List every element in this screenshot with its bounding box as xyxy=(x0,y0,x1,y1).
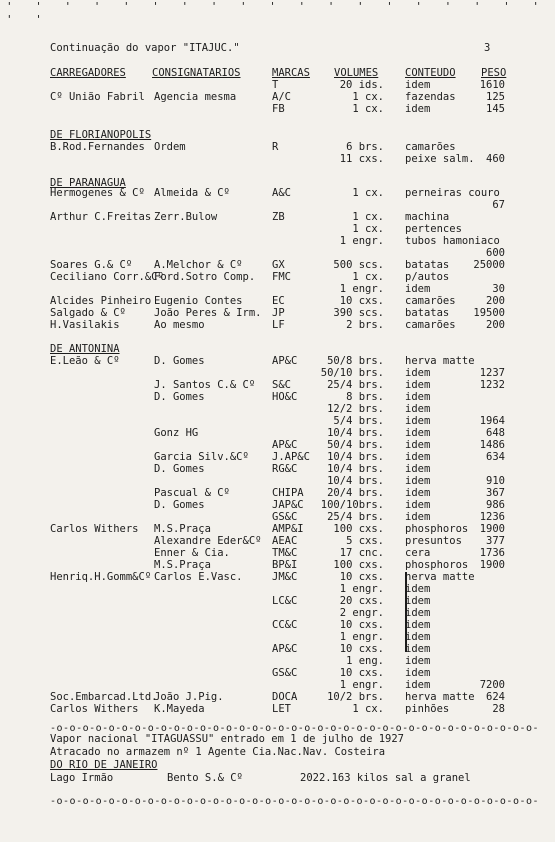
ledger-cell-volumes: 25/4 brs. xyxy=(327,511,384,523)
ledger-cell-peso: 28 xyxy=(492,703,505,715)
ledger-cell-volumes: 10 cxs. xyxy=(339,643,384,655)
ledger-cell-carregador: Cº União Fabril xyxy=(50,91,145,103)
ledger-cell-volumes: 10 cxs. xyxy=(339,295,384,307)
ledger-cell-volumes: 1 cx. xyxy=(352,703,384,715)
ledger-cell-marca: AP&C xyxy=(272,439,298,451)
ledger-cell-carregador: Carlos Withers xyxy=(50,523,139,535)
ledger-cell-conteudo: idem xyxy=(405,499,431,511)
ledger-cell-peso: 125 xyxy=(486,91,505,103)
ledger-cell-marca: LC&C xyxy=(272,595,298,607)
ledger-cell-volumes: 6 brs. xyxy=(346,141,384,153)
ledger-cell-marca: EC xyxy=(272,295,285,307)
ledger-cell-volumes: 10 cxs. xyxy=(339,619,384,631)
ledger-cell-carregador: Alcides Pinheiro xyxy=(50,295,152,307)
ledger-cell-marca: AEAC xyxy=(272,535,298,547)
ledger-cell-conteudo: presuntos xyxy=(405,535,462,547)
ledger-cell-consignatario: D. Gomes xyxy=(154,499,205,511)
ledger-cell-volumes: 1 engr. xyxy=(339,283,384,295)
ledger-cell-marca: GX xyxy=(272,259,285,271)
ledger-cell-volumes: 1 engr. xyxy=(339,583,384,595)
ledger-cell-peso: 200 xyxy=(486,295,505,307)
ledger-cell-volumes: 5/4 brs. xyxy=(333,415,384,427)
ledger-cell-peso: 648 xyxy=(486,427,505,439)
ledger-cell-marca: JP xyxy=(272,307,285,319)
ledger-cell-conteudo: batatas xyxy=(405,307,450,319)
ledger-cell-carregador: Henriq.H.Gomm&Cº xyxy=(50,571,152,583)
ledger-cell-volumes: 100 cxs. xyxy=(333,559,384,571)
ledger-cell-consignatario: D. Gomes xyxy=(154,355,205,367)
ledger-cell-marca: R xyxy=(272,141,279,153)
ledger-cell-marca: RG&C xyxy=(272,463,298,475)
ledger-cell-volumes: 1 cx. xyxy=(352,187,384,199)
ledger-cell-marca: DOCA xyxy=(272,691,298,703)
ledger-cell-peso: 600 xyxy=(486,247,505,259)
ledger-cell-marca: A&C xyxy=(272,187,291,199)
ledger-cell-carregador: Soc.Embarcad.Ltd. xyxy=(50,691,158,703)
ledger-cell-volumes: 8 brs. xyxy=(346,391,384,403)
ledger-cell-marca: CHIPA xyxy=(272,487,304,499)
ledger-cell-volumes: 17 cnc. xyxy=(339,547,384,559)
ledger-cell-marca: BP&I xyxy=(272,559,298,571)
ledger-cell-marca: LET xyxy=(272,703,291,715)
ledger-cell-marca: AMP&I xyxy=(272,523,304,535)
ledger-cell-volumes: 10 cxs. xyxy=(339,667,384,679)
ledger-cell-volumes: 5 cxs. xyxy=(346,535,384,547)
separator-line: -o-o-o-o-o-o-o-o-o-o-o-o-o-o-o-o-o-o-o-o-o-o-o-o-o-o-o-o-o-o-o-o-o-o-o-o-o- xyxy=(50,723,540,734)
ledger-cell-conteudo: idem xyxy=(405,487,431,499)
ledger-cell-marca: J.AP&C xyxy=(272,451,310,463)
ledger-cell-volumes: 1 cx. xyxy=(352,271,384,283)
ledger-cell-peso: 910 xyxy=(486,475,505,487)
ledger-cell-conteudo: phosphoros xyxy=(405,559,469,571)
ledger-cell-consignatario: M.S.Praça xyxy=(154,559,211,571)
ledger-cell-carregador: Carlos Withers xyxy=(50,703,139,715)
ledger-cell-conteudo: idem xyxy=(405,379,431,391)
ledger-cell-conteudo: perneiras couro xyxy=(405,187,500,199)
ledger-cell-consignatario: Alexandre Eder&Cº xyxy=(154,535,262,547)
ledger-cell-peso: 67 xyxy=(492,199,505,211)
ledger-cell-peso: 1736 xyxy=(479,547,505,559)
ledger-cell-conteudo: idem xyxy=(405,667,431,679)
ledger-cell-carregador: B.Rod.Fernandes xyxy=(50,141,145,153)
col-header-peso: PESO xyxy=(481,67,507,79)
ledger-cell-carregador: Soares G.& Cº xyxy=(50,259,133,271)
ledger-cell-consignatario: M.S.Praça xyxy=(154,523,211,535)
document-title: Continuação do vapor "ITAJUC." xyxy=(50,42,240,54)
ledger-cell-conteudo: cera xyxy=(405,547,431,559)
ledger-cell-peso: 200 xyxy=(486,319,505,331)
ledger-cell-volumes: 10/4 brs. xyxy=(327,451,384,463)
ledger-cell-conteudo: idem xyxy=(405,451,431,463)
ledger-cell-consignatario: D. Gomes xyxy=(154,391,205,403)
ledger-cell-consignatario: Gonz HG xyxy=(154,427,199,439)
ledger-cell-volumes: 1 engr. xyxy=(339,631,384,643)
ledger-cell-consignatario: D. Gomes xyxy=(154,463,205,475)
ledger-cell-conteudo: idem xyxy=(405,595,431,607)
ledger-cell-volumes: 2 engr. xyxy=(339,607,384,619)
ledger-cell-volumes: 390 scs. xyxy=(333,307,384,319)
ledger-cell-conteudo: p/autos xyxy=(405,271,450,283)
ledger-cell-peso: 25000 xyxy=(473,259,505,271)
ledger-cell-marca: LF xyxy=(272,319,285,331)
ledger-cell-conteudo: camarões xyxy=(405,141,456,153)
ledger-cell-consignatario: João J.Pig. xyxy=(154,691,224,703)
ledger-cell-conteudo: herva matte xyxy=(405,571,475,583)
ledger-cell-peso: 1610 xyxy=(479,79,505,91)
ledger-cell-peso: 19500 xyxy=(473,307,505,319)
ledger-cell-conteudo: camarões xyxy=(405,295,456,307)
ledger-cell-consignatario: Agencia mesma xyxy=(154,91,237,103)
ledger-cell-conteudo: machina xyxy=(405,211,450,223)
ledger-cell-volumes: 12/2 brs. xyxy=(327,403,384,415)
ledger-cell-conteudo: idem xyxy=(405,79,431,91)
ledger-cell-volumes: 1 cx. xyxy=(352,91,384,103)
ledger-cell-conteudo: camarões xyxy=(405,319,456,331)
ledger-cell-conteudo: batatas xyxy=(405,259,450,271)
ledger-cell-conteudo: idem xyxy=(405,391,431,403)
ledger-cell-peso: 145 xyxy=(486,103,505,115)
ledger-cell-carregador: H.Vasilakis xyxy=(50,319,120,331)
ledger-cell-conteudo: fazendas xyxy=(405,91,456,103)
ledger-cell-marca: HO&C xyxy=(272,391,298,403)
ledger-cell-carregador: Arthur C.Freitas xyxy=(50,211,152,223)
ledger-cell-marca: S&C xyxy=(272,379,291,391)
ledger-cell-peso: 367 xyxy=(486,487,505,499)
ledger-cell-consignatario: A.Melchor & Cº xyxy=(154,259,243,271)
ledger-cell-peso: 624 xyxy=(486,691,505,703)
ledger-cell-consignatario: K.Mayeda xyxy=(154,703,205,715)
ledger-cell-conteudo: idem xyxy=(405,607,431,619)
col-header-conteudo: CONTEUDO xyxy=(405,67,456,79)
ledger-cell-conteudo: idem xyxy=(405,679,431,691)
ledger-cell-consignatario: Ordem xyxy=(154,141,186,153)
ledger-cell-conteudo: idem xyxy=(405,415,431,427)
ledger-cell-volumes: 20 ids. xyxy=(339,79,384,91)
ledger-cell-marca: T xyxy=(272,79,279,91)
col-header-volumes: VOLUMES xyxy=(334,67,379,79)
ledger-cell-peso: 1900 xyxy=(479,523,505,535)
ledger-cell-peso: 1486 xyxy=(479,439,505,451)
ledger-cell-peso: 1232 xyxy=(479,379,505,391)
ledger-cell-conteudo: phosphoros xyxy=(405,523,469,535)
ledger-cell-peso: 634 xyxy=(486,451,505,463)
ledger-cell-consignatario: Carlos E.Vasc. xyxy=(154,571,243,583)
ledger-cell-conteudo: pertences xyxy=(405,223,462,235)
separator-line: -o-o-o-o-o-o-o-o-o-o-o-o-o-o-o-o-o-o-o-o-o-o-o-o-o-o-o-o-o-o-o-o-o-o-o-o-o- xyxy=(50,796,540,807)
ledger-cell-marca: A/C xyxy=(272,91,291,103)
ledger-cell-consignatario: Eugenio Contes xyxy=(154,295,243,307)
ledger-cell-volumes: 50/10 brs. xyxy=(320,367,384,379)
ledger-cell-marca: AP&C xyxy=(272,355,298,367)
vapor-nacional-line: Vapor nacional "ITAGUASSU" entrado em 1 de julho de 1927 xyxy=(50,733,405,745)
ledger-cell-volumes: 10 cxs. xyxy=(339,571,384,583)
ledger-cell-volumes: 10/4 brs. xyxy=(327,427,384,439)
ledger-cell-marca: FB xyxy=(272,103,285,115)
ledger-cell-consignatario: João Peres & Irm. xyxy=(154,307,262,319)
ledger-cell-marca: CC&C xyxy=(272,619,298,631)
ledger-cell-marca: GS&C xyxy=(272,511,298,523)
ledger-cell-conteudo: idem xyxy=(405,631,431,643)
ledger-cell-peso: 1964 xyxy=(479,415,505,427)
ledger-cell-marca: JM&C xyxy=(272,571,298,583)
ledger-cell-volumes: 100 cxs. xyxy=(333,523,384,535)
ledger-row-consignatario: Bento S.& Cº xyxy=(167,772,243,784)
ledger-cell-volumes: 10/2 brs. xyxy=(327,691,384,703)
section-heading: DO RIO DE JANEIRO xyxy=(50,759,158,771)
ledger-cell-conteudo: idem xyxy=(405,283,431,295)
ledger-cell-volumes: 10/4 brs. xyxy=(327,463,384,475)
ledger-cell-carregador: E.Leão & Cº xyxy=(50,355,120,367)
ledger-cell-conteudo: pinhões xyxy=(405,703,450,715)
ledger-cell-volumes: 10/4 brs. xyxy=(327,475,384,487)
ledger-cell-volumes: 50/4 brs. xyxy=(327,439,384,451)
ledger-cell-marca: TM&C xyxy=(272,547,298,559)
ledger-cell-consignatario: Enner & Cia. xyxy=(154,547,230,559)
ledger-cell-volumes: 1 engr. xyxy=(339,235,384,247)
ledger-cell-volumes: 1 engr. xyxy=(339,679,384,691)
ledger-cell-conteudo: idem xyxy=(405,475,431,487)
ledger-cell-conteudo: idem xyxy=(405,655,431,667)
ledger-cell-conteudo: idem xyxy=(405,583,431,595)
ledger-cell-conteudo: idem xyxy=(405,463,431,475)
ledger-cell-consignatario: Zerr.Bulow xyxy=(154,211,218,223)
ledger-cell-consignatario: Ao mesmo xyxy=(154,319,205,331)
ledger-cell-conteudo: idem xyxy=(405,511,431,523)
col-header-consignatarios: CONSIGNATARIOS xyxy=(152,67,241,79)
page-number: 3 xyxy=(484,42,491,54)
ledger-cell-conteudo: idem xyxy=(405,367,431,379)
ledger-cell-marca: ZB xyxy=(272,211,285,223)
ledger-cell-carregador: Hermogenes & Cº xyxy=(50,187,145,199)
ledger-cell-volumes: 500 scs. xyxy=(333,259,384,271)
ledger-cell-carregador: Salgado & Cº xyxy=(50,307,126,319)
ledger-cell-volumes: 100/10brs. xyxy=(320,499,384,511)
section-heading: DE ANTONINA xyxy=(50,343,120,355)
ledger-cell-consignatario: Garcia Silv.&Cº xyxy=(154,451,249,463)
ledger-cell-consignatario: J. Santos C.& Cº xyxy=(154,379,256,391)
ledger-cell-volumes: 20/4 brs. xyxy=(327,487,384,499)
ledger-cell-volumes: 20 cxs. xyxy=(339,595,384,607)
ledger-cell-conteudo: idem xyxy=(405,403,431,415)
ledger-cell-volumes: 11 cxs. xyxy=(339,153,384,165)
ledger-cell-volumes: 25/4 brs. xyxy=(327,379,384,391)
ledger-cell-conteudo: peixe salm. xyxy=(405,153,475,165)
ledger-cell-peso: 1237 xyxy=(479,367,505,379)
ledger-cell-volumes: 1 eng. xyxy=(346,655,384,667)
ledger-cell-conteudo: idem xyxy=(405,619,431,631)
ledger-cell-volumes: 1 cx. xyxy=(352,103,384,115)
ledger-row-carregador: Lago Irmão xyxy=(50,772,114,784)
ledger-cell-peso: 377 xyxy=(486,535,505,547)
ledger-cell-volumes: 1 cx. xyxy=(352,223,384,235)
ledger-cell-marca: JAP&C xyxy=(272,499,304,511)
col-header-marcas: MARCAS xyxy=(272,67,310,79)
section-heading: DE FLORIANOPOLIS xyxy=(50,129,152,141)
section-heading: DE PARANAGUA xyxy=(50,177,126,189)
ledger-cell-peso: 460 xyxy=(486,153,505,165)
ledger-cell-peso: 7200 xyxy=(479,679,505,691)
ledger-cell-conteudo: idem xyxy=(405,427,431,439)
ledger-cell-conteudo: tubos hamoniaco xyxy=(405,235,500,247)
ledger-cell-consignatario: Ford.Sotro Comp. xyxy=(154,271,256,283)
ledger-cell-conteudo: idem xyxy=(405,103,431,115)
ledger-cell-marca: AP&C xyxy=(272,643,298,655)
ledger-cell-peso: 1236 xyxy=(479,511,505,523)
ledger-cell-volumes: 50/8 brs. xyxy=(327,355,384,367)
ledger-cell-carregador: Ceciliano Corr.&Cº xyxy=(50,271,164,283)
ledger-cell-marca: GS&C xyxy=(272,667,298,679)
ledger-cell-consignatario: Almeida & Cº xyxy=(154,187,230,199)
ledger-cell-volumes: 1 cx. xyxy=(352,211,384,223)
ledger-cell-peso: 30 xyxy=(492,283,505,295)
ledger-row-quantidade: 2022.163 kilos sal a granel xyxy=(300,772,471,784)
ledger-cell-conteudo: herva matte xyxy=(405,691,475,703)
ledger-cell-marca: FMC xyxy=(272,271,291,283)
ledger-cell-consignatario: Pascual & Cº xyxy=(154,487,230,499)
ledger-cell-conteudo: idem xyxy=(405,439,431,451)
ledger-cell-peso: 986 xyxy=(486,499,505,511)
ledger-cell-conteudo: idem xyxy=(405,643,431,655)
col-header-carregadores: CARREGADORES xyxy=(50,67,126,79)
ledger-cell-volumes: 2 brs. xyxy=(346,319,384,331)
ledger-cell-conteudo: herva matte xyxy=(405,355,475,367)
atracado-line: Atracado no armazem nº 1 Agente Cia.Nac.Nav. Costeira xyxy=(50,746,386,758)
ledger-cell-peso: 1900 xyxy=(479,559,505,571)
top-edge-marks: ' ' ' ' ' ' ' ' ' ' ' ' ' ' ' ' ' ' ' ' ' xyxy=(6,0,548,26)
